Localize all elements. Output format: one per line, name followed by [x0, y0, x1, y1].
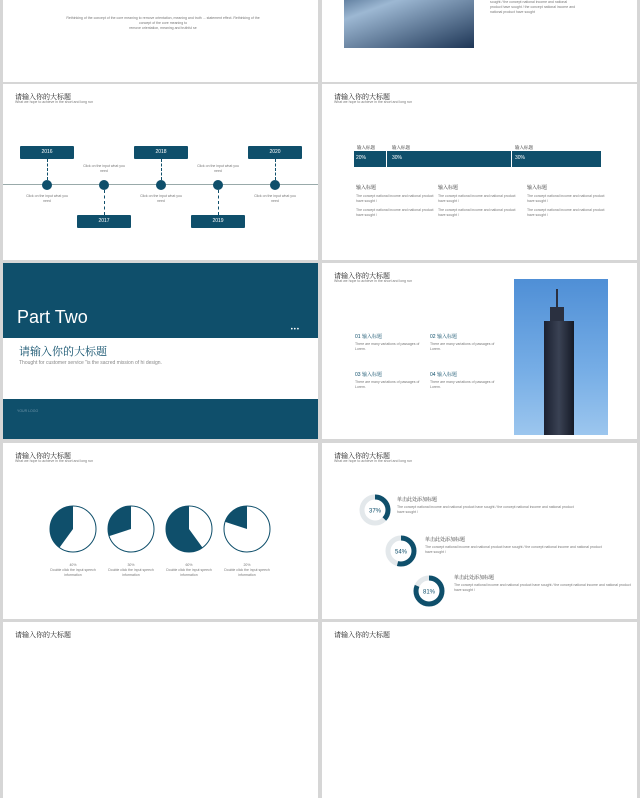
bar-value: 20% [356, 155, 367, 161]
timeline-note: Click on the input what you need [254, 194, 296, 203]
slide-title: 请输入你的大标题 [15, 632, 71, 639]
timeline-dot [99, 180, 109, 190]
slide-thumbnail-10[interactable] [322, 622, 637, 798]
slide-thumbnail-9[interactable] [3, 622, 318, 798]
slide-thumbnail-rings[interactable] [322, 443, 637, 619]
timeline-note: Click on the input what you need [197, 164, 239, 173]
year-box-2019: 2019 [191, 215, 245, 228]
year-box-2020: 2020 [248, 146, 302, 159]
side-text: sought / the concept national income and national product have sought / the concept national income and national product have sought [490, 0, 576, 14]
pie-label: 30% Double click the input speech information [108, 563, 154, 577]
year-box-2017: 2017 [77, 215, 131, 228]
slide-title: 请输入你的大标题 [15, 453, 71, 460]
bar-value: 30% [515, 155, 526, 161]
ring-value: 54% [394, 549, 408, 556]
footer-band [3, 399, 318, 439]
slide-title: 请输入你的大标题 [334, 273, 390, 280]
connector-line [47, 159, 48, 180]
timeline-note: Click on the input what you need [83, 164, 125, 173]
ring-chart-1 [358, 493, 392, 527]
slide-subtitle: What we hope to achieve in the short and long run [334, 459, 413, 463]
ring-value: 81% [422, 589, 436, 596]
building-photo [344, 0, 474, 48]
slide-subtitle: What we hope to achieve in the short and long run [15, 100, 94, 104]
year-box-2016: 2016 [20, 146, 74, 159]
pie-label: 40% Double click the input speech information [50, 563, 96, 577]
slide-title: 请输入你的大标题 [334, 632, 390, 639]
list-item: 02 输入标题 There are many variations of passages of Lorem. [430, 334, 495, 351]
bar-label: 输入标题 [515, 145, 533, 150]
pie-label: 60% Double click the input speech information [166, 563, 212, 577]
slide-thumbnail-items[interactable] [322, 263, 637, 439]
logo-text: YOUR LOGO [17, 409, 39, 413]
slide-thumbnail-progress[interactable] [322, 84, 637, 260]
pie-chart-4 [223, 505, 271, 553]
slide-thumbnail-1[interactable] [3, 0, 318, 82]
slide-title: 请输入你的大标题 [15, 94, 71, 101]
slide-thumbnail-timeline[interactable] [3, 84, 318, 260]
ring-chart-3 [412, 574, 446, 608]
timeline-dot [213, 180, 223, 190]
ring-item: 单击此处添加标题 The concept national income and national product have sought / the concept national income and national product have sought / [454, 575, 631, 592]
ring-chart-2 [384, 534, 418, 568]
connector-line [161, 159, 162, 180]
bar-value: 30% [392, 155, 403, 161]
paragraph-text: Rethinking of the concept of the core meaning to remove orientation, meaning and truth ... statement effect. Rethinking of the concept of the core meaning to remove orientation, meaning and truthful se [66, 16, 260, 30]
timeline-note: Click on the input what you need [26, 194, 68, 203]
pie-chart-3 [165, 505, 213, 553]
list-item: 04 输入标题 There are many variations of passages of Lorem. [430, 372, 495, 389]
pie-chart-1 [49, 505, 97, 553]
timeline-dot [270, 180, 280, 190]
timeline-dot [156, 180, 166, 190]
slide-title: 请输入你的大标题 [334, 453, 390, 460]
bar-label: 输入标题 [392, 145, 410, 150]
slide-thumbnail-section[interactable] [3, 263, 318, 439]
slide-subtitle: What we hope to achieve in the short and long run [15, 459, 94, 463]
part-title: Part Two [17, 307, 88, 327]
tower-photo [514, 279, 608, 435]
section-heading: 请输入你的大标题 [19, 346, 107, 358]
ring-value: 37% [368, 508, 382, 515]
text-column: 输入标题 The concept national income and national product have sought / The concept national income and national product have sought / [356, 185, 434, 217]
slide-title: 请输入你的大标题 [334, 94, 390, 101]
pie-chart-2 [107, 505, 155, 553]
section-subtitle: Thought for customer service "is the sacred mission of hi design. [19, 360, 162, 366]
connector-line [275, 159, 276, 180]
slide-subtitle: What we hope to achieve in the short and long run [334, 279, 413, 283]
slide-subtitle: What we hope to achieve in the short and long run [334, 100, 413, 104]
slide-thumbnail-pies[interactable] [3, 443, 318, 619]
text-column: 输入标题 The concept national income and national product have sought / The concept national income and national product have sought / [438, 185, 516, 217]
timeline-dot [42, 180, 52, 190]
year-box-2018: 2018 [134, 146, 188, 159]
slide-thumbnail-2[interactable] [322, 0, 637, 82]
list-item: 03 输入标题 There are many variations of passages of Lorem. [355, 372, 420, 389]
dots-decoration: ••• [290, 327, 300, 333]
ring-item: 单击此处添加标题 The concept national income and national product have sought / the concept national income and national product have sought / [397, 497, 574, 514]
text-column: 输入标题 The concept national income and national product have sought / The concept national income and national product have sought / [527, 185, 605, 217]
pie-label: 20% Double click the input speech information [224, 563, 270, 577]
connector-line [218, 190, 219, 215]
list-item: 01 输入标题 There are many variations of passages of Lorem. [355, 334, 420, 351]
ring-item: 单击此处添加标题 The concept national income and national product have sought / the concept national income and national product have sought / [425, 537, 602, 554]
progress-bar [354, 151, 601, 167]
bar-label: 输入标题 [357, 145, 375, 150]
timeline-note: Click on the input what you need [140, 194, 182, 203]
connector-line [104, 190, 105, 215]
